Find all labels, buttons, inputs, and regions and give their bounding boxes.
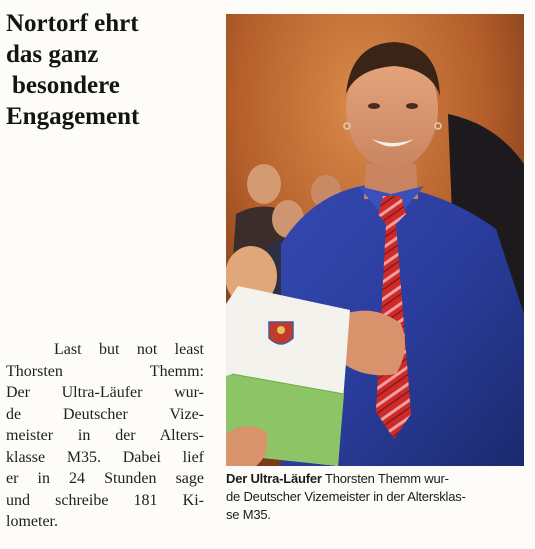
body-line: und schreibe 181 Ki- bbox=[6, 491, 204, 509]
hand bbox=[344, 311, 405, 376]
photo-illustration bbox=[226, 14, 524, 466]
body-line: klasse M35. Dabei lief bbox=[6, 448, 204, 466]
body-line: er in 24 Stunden sage bbox=[6, 470, 204, 487]
body-line: Last but not least bbox=[54, 341, 204, 358]
headline bbox=[6, 8, 206, 132]
article-body bbox=[6, 339, 204, 533]
photo-caption bbox=[226, 470, 526, 524]
body-line: Der Ultra-Läufer wur- bbox=[6, 384, 204, 401]
body-line: de Deutscher Vize- bbox=[6, 405, 204, 423]
headline-line: das ganz bbox=[6, 41, 99, 68]
body-line: lometer. bbox=[6, 513, 58, 530]
caption-line bbox=[226, 470, 526, 488]
caption-line: de Deutscher Vizemeister in der Altersklas- bbox=[226, 489, 466, 504]
headline-line: Engagement bbox=[6, 103, 140, 130]
crest-icon bbox=[269, 322, 293, 344]
body-line: meister in der Alters- bbox=[6, 427, 204, 444]
caption-text: Thorsten Themm wur- bbox=[321, 471, 449, 486]
caption-line: se M35. bbox=[226, 507, 271, 522]
caption-lead: Der Ultra-Läufer bbox=[226, 471, 322, 486]
body-line: Thorsten Themm: bbox=[6, 362, 204, 380]
article-photo bbox=[226, 14, 524, 466]
headline-line: besondere bbox=[12, 72, 120, 99]
headline-line: Nortorf ehrt bbox=[6, 10, 139, 37]
